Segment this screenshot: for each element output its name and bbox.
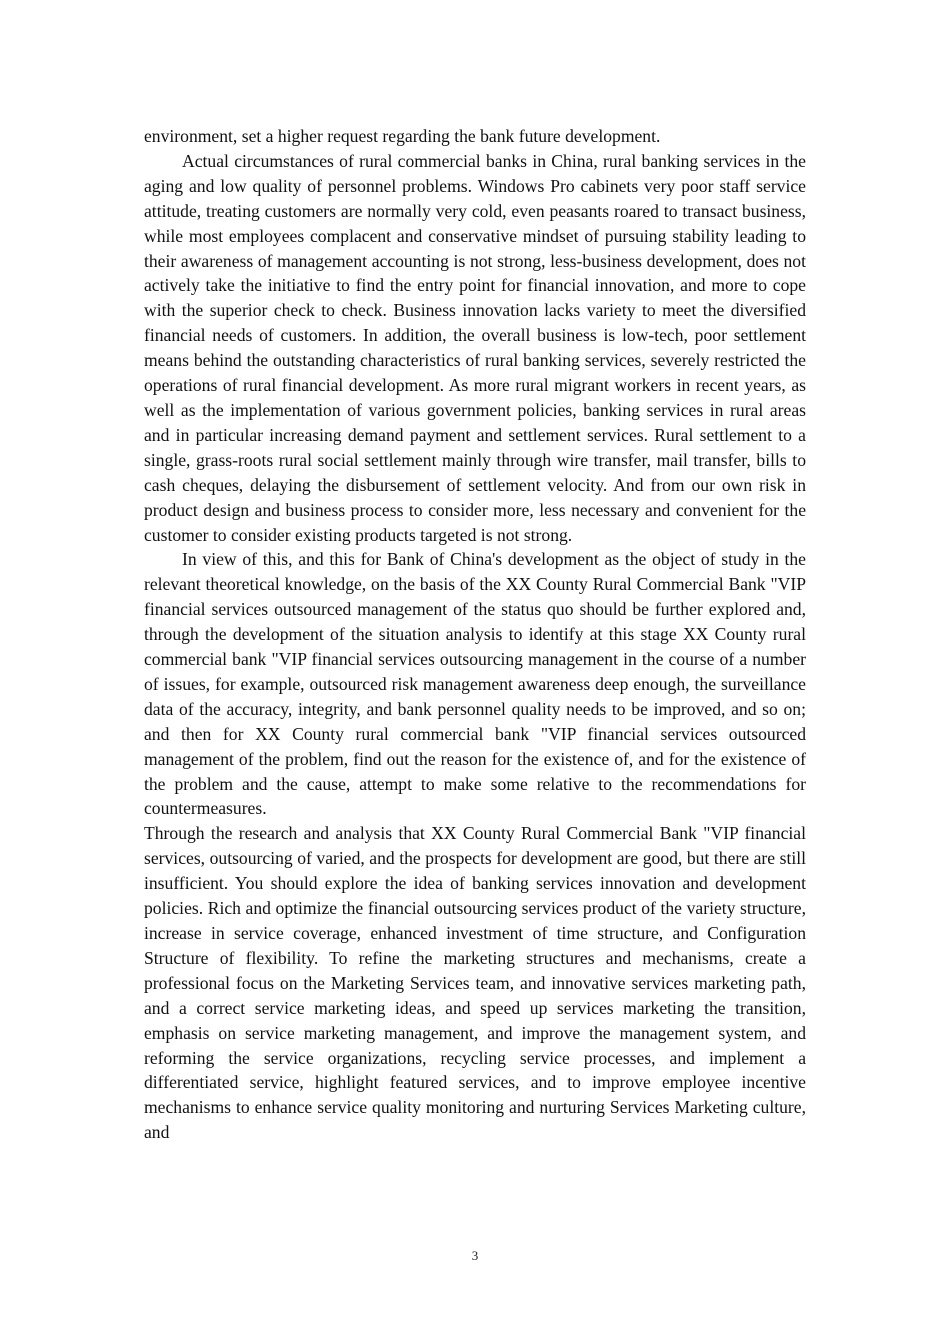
paragraph-study-object: In view of this, and this for Bank of China's development as the object of study in the relevant theoretical knowledge, on the basis of the XX County Rural Commercial Bank "VIP financial services outsourced management of the status quo should be further explored and, through the development of the situation analysis to identify at this stage XX County rural commercial bank "VIP financial services outsourcing management in the course of a number of issues, for example, outsourced risk management awareness deep enough, the surveillance data of the accuracy, integrity, and bank personnel quality needs to be improved, and so on; and then for XX County rural commercial bank "VIP financial services outsourced management of the problem, find out the reason for the existence of, and for the existence of the problem and the cause, attempt to make some relative to the recommendations for countermeasures. [144, 549, 806, 819]
paragraph-research-analysis: Through the research and analysis that XX County Rural Commercial Bank "VIP financial services, outsourcing of varied, and the prospects for development are good, but there are still insufficient. You should explore the idea of banking services innovation and development policies. Rich and optimize the financial outsourcing services product of the variety structure, increase in service coverage, enhanced investment of time structure, and Configuration Structure of flexibility. To refine the marketing structures and mechanisms, create a professional focus on the Marketing Services team, and innovative services marketing path, and a correct service marketing ideas, and speed up services marketing the transition, emphasis on service marketing management, and improve the management system, and reforming the service organizations, recycling service processes, and implement a differentiated service, highlight featured services, and to improve employee incentive mechanisms to enhance service quality monitoring and nurturing Services Marketing culture, and [144, 823, 806, 1143]
body-text [144, 124, 806, 1145]
page-number: 3 [471, 1248, 479, 1263]
paragraph-continuation: environment, set a higher request regarding the bank future development. [144, 126, 661, 146]
paragraph-rural-banks: Actual circumstances of rural commercial banks in China, rural banking services in the aging and low quality of personnel problems. Windows Pro cabinets very poor staff service attitude, treating customers are normally very cold, even peasants roared to transact business, while most employees complacent and conservative mindset of pursuing stability leading to their awareness of management accounting is not strong, less-business development, does not actively take the initiative to find the entry point for financial innovation, and more to cope with the superior check to check. Business innovation lacks variety to meet the diversified financial needs of customers. In addition, the overall business is low-tech, poor settlement means behind the outstanding characteristics of rural banking services, severely restricted the operations of rural financial development. As more rural migrant workers in recent years, as well as the implementation of various government policies, banking services in rural areas and in particular increasing demand payment and settlement services. Rural settlement to a single, grass-roots rural social settlement mainly through wire transfer, mail transfer, bills to cash cheques, delaying the disbursement of settlement velocity. And from our own risk in product design and business process to consider more, less necessary and convenient for the customer to consider existing products targeted is not strong. [144, 150, 806, 545]
